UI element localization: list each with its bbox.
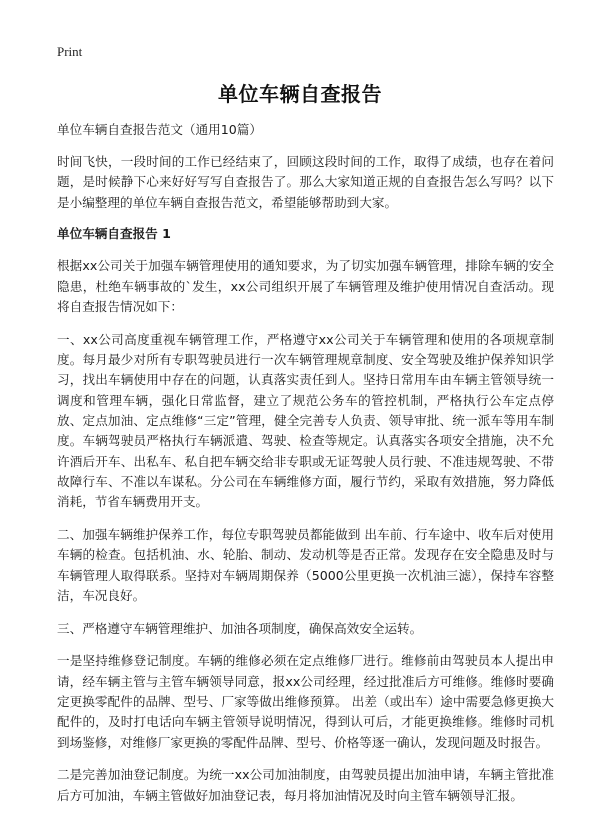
body-paragraph: 根据xx公司关于加强车辆管理使用的通知要求，为了切实加强车辆管理，排除车辆的安全隐患，杜绝车辆事故的`发生，xx公司组织开展了车辆管理及维护使用情况自查活动。现将自查报告情况如下： [57, 258, 554, 314]
section-heading: 单位车辆自查报告 1 [57, 226, 171, 242]
document-subtitle: 单位车辆自查报告范文（通用10篇） [57, 122, 262, 137]
page-title: 单位车辆自查报告 [218, 82, 382, 106]
print-link[interactable]: Print [57, 44, 83, 59]
body-paragraph: 三、严格遵守车辆管理维护、加油各项制度，确保高效安全运转。 [57, 620, 423, 636]
intro-paragraph: 时间飞快，一段时间的工作已经结束了，回顾这段时间的工作，取得了成绩，也存在着问题，是时候静下心来好好写写自查报告了。那么大家知道正规的自查报告怎么写吗？以下是小编整理的单位车辆自查报告范文，希望能够帮助到大家。 [57, 154, 554, 210]
body-paragraph: 一、xx公司高度重视车辆管理工作，严格遵守xx公司关于车辆管理和使用的各项规章制度。每月最少对所有专职驾驶员进行一次车辆管理规章制度、安全驾驶及维护保养知识学习，找出车辆使用中存在的问题，认真落实责任到人。坚持日常用车由车辆主管领导统一调度和管理车辆，强化日常监督，建立了规范公务车的管控机制，严格执行公车定点停放、定点加油、定点维修“三定”管理，健全完善专人负责、领导审批、统一派车等用车制度。车辆驾驶员严格执行车辆派遣、驾驶、检查等规定。认真落实各项安全措施，决不允许酒后开车、出私车、私自把车辆交给非专职或无证驾驶人员行驶、不准违规驾驶、不带故障行车、不准以车谋私。分公司在车辆维修方面，履行节约，采取有效措施，努力降低消耗，节省车辆费用开支。 [57, 331, 554, 510]
body-paragraph: 二、加强车辆维护保养工作，每位专职驾驶员都能做到 出车前、行车途中、收车后对使用车辆的检查。包括机油、水、轮胎、制动、发动机等是否正常。发现存在安全隐患及时与车辆管理人取得联系。坚持对车辆周期保养（5000公里更换一次机油三滤），保持车容整洁，车况良好。 [57, 526, 554, 603]
body-paragraph: 一是坚持维修登记制度。车辆的维修必须在定点维修厂进行。维修前由驾驶员本人提出申请，经车辆主管与主管车辆领导同意，报xx公司经理，经过批准后方可维修。维修时要确定更换零配件的品牌、型号、厂家等做出维修预算。 出差（或出车）途中需要急修更换大配件的，及时打电话向车辆主管领导说明情况，得到认可后，才能更换维修。维修时司机到场鉴修，对维修厂家更换的零配件品牌、型号、价格等逐一确认，发现问题及时报告。 [57, 653, 554, 750]
body-paragraph: 二是完善加油登记制度。为统一xx公司加油制度，由驾驶员提出加油申请，车辆主管批准后方可加油，车辆主管做好加油登记表，每月将加油情况及时向主管车辆领导汇报。 [57, 767, 554, 803]
document-body [57, 121, 554, 819]
